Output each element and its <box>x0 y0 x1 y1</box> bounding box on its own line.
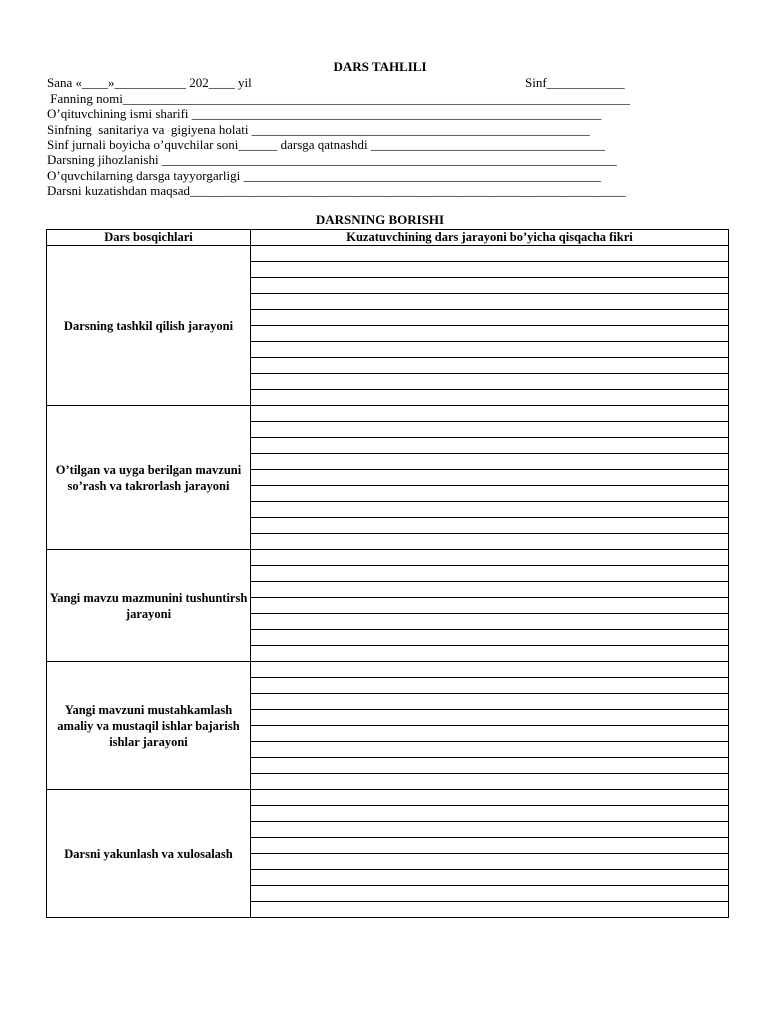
subject-name-field[interactable]: Fanning nomi______________________________________________________________________________ <box>47 91 630 106</box>
notes-line-cell[interactable] <box>251 902 729 918</box>
notes-line-cell[interactable] <box>251 550 729 566</box>
notes-line-cell[interactable] <box>251 486 729 502</box>
observation-goal-field[interactable]: Darsni kuzatishdan maqsad___________________________________________________________________ <box>47 183 626 198</box>
notes-line-cell[interactable] <box>251 566 729 582</box>
notes-line-cell[interactable] <box>251 646 729 662</box>
table-row <box>47 406 729 422</box>
notes-line-cell[interactable] <box>251 518 729 534</box>
teacher-name-field[interactable]: O’qituvchining ismi sharifi _______________________________________________________________ <box>47 106 602 121</box>
stage-label: Yangi mavzuni mustahkamlash amaliy va mustaqil ishlar bajarish ishlar jarayoni <box>47 662 251 790</box>
observer-notes-column-header: Kuzatuvchining dars jarayoni bo’yicha qisqacha fikri <box>251 230 729 246</box>
notes-line-cell[interactable] <box>251 726 729 742</box>
notes-line-cell[interactable] <box>251 358 729 374</box>
notes-line-cell[interactable] <box>251 854 729 870</box>
notes-line-cell[interactable] <box>251 422 729 438</box>
date-field[interactable]: Sana «____»___________ 202____ yil <box>47 75 252 90</box>
notes-line-cell[interactable] <box>251 262 729 278</box>
table-header-row <box>47 230 729 246</box>
notes-line-cell[interactable] <box>251 534 729 550</box>
notes-line-cell[interactable] <box>251 502 729 518</box>
stage-label: Darsning tashkil qilish jarayoni <box>47 246 251 406</box>
notes-line-cell[interactable] <box>251 614 729 630</box>
notes-line-cell[interactable] <box>251 582 729 598</box>
notes-line-cell[interactable] <box>251 374 729 390</box>
notes-line-cell[interactable] <box>251 870 729 886</box>
notes-line-cell[interactable] <box>251 390 729 406</box>
notes-line-cell[interactable] <box>251 438 729 454</box>
notes-line-cell[interactable] <box>251 406 729 422</box>
stage-label: Darsni yakunlash va xulosalash <box>47 790 251 918</box>
notes-line-cell[interactable] <box>251 630 729 646</box>
notes-line-cell[interactable] <box>251 342 729 358</box>
notes-line-cell[interactable] <box>251 246 729 262</box>
notes-line-cell[interactable] <box>251 470 729 486</box>
attendance-field[interactable]: Sinf jurnali boyicha o’quvchilar soni______ darsga qatnashdi ____________________________________ <box>47 137 605 152</box>
lesson-progress-table <box>46 229 729 918</box>
notes-line-cell[interactable] <box>251 454 729 470</box>
notes-line-cell[interactable] <box>251 758 729 774</box>
table-row <box>47 662 729 678</box>
class-field[interactable]: Sinf____________ <box>525 75 625 90</box>
notes-line-cell[interactable] <box>251 326 729 342</box>
notes-line-cell[interactable] <box>251 822 729 838</box>
notes-line-cell[interactable] <box>251 294 729 310</box>
equipment-field[interactable]: Darsning jihozlanishi ______________________________________________________________________ <box>47 152 617 167</box>
student-readiness-field[interactable]: O’quvchilarning darsga tayyorgarligi _______________________________________________________ <box>47 168 602 183</box>
form-title: DARS TAHLILI <box>333 59 427 74</box>
notes-line-cell[interactable] <box>251 678 729 694</box>
notes-line-cell[interactable] <box>251 278 729 294</box>
table-row <box>47 246 729 262</box>
table-row <box>47 550 729 566</box>
notes-line-cell[interactable] <box>251 742 729 758</box>
notes-line-cell[interactable] <box>251 806 729 822</box>
notes-line-cell[interactable] <box>251 694 729 710</box>
stage-label: O’tilgan va uyga berilgan mavzuni so’rash va takrorlash jarayoni <box>47 406 251 550</box>
table-body <box>47 246 729 918</box>
table-row <box>47 790 729 806</box>
stages-column-header: Dars bosqichlari <box>47 230 251 246</box>
notes-line-cell[interactable] <box>251 838 729 854</box>
notes-line-cell[interactable] <box>251 710 729 726</box>
notes-line-cell[interactable] <box>251 662 729 678</box>
notes-line-cell[interactable] <box>251 790 729 806</box>
notes-line-cell[interactable] <box>251 310 729 326</box>
table-title: DARSNING BORISHI <box>315 212 445 227</box>
sanitary-condition-field[interactable]: Sinfning sanitariya va gigiyena holati ____________________________________________________ <box>47 122 590 137</box>
notes-line-cell[interactable] <box>251 598 729 614</box>
stage-label: Yangi mavzu mazmunini tushuntirsh jarayoni <box>47 550 251 662</box>
notes-line-cell[interactable] <box>251 774 729 790</box>
notes-line-cell[interactable] <box>251 886 729 902</box>
